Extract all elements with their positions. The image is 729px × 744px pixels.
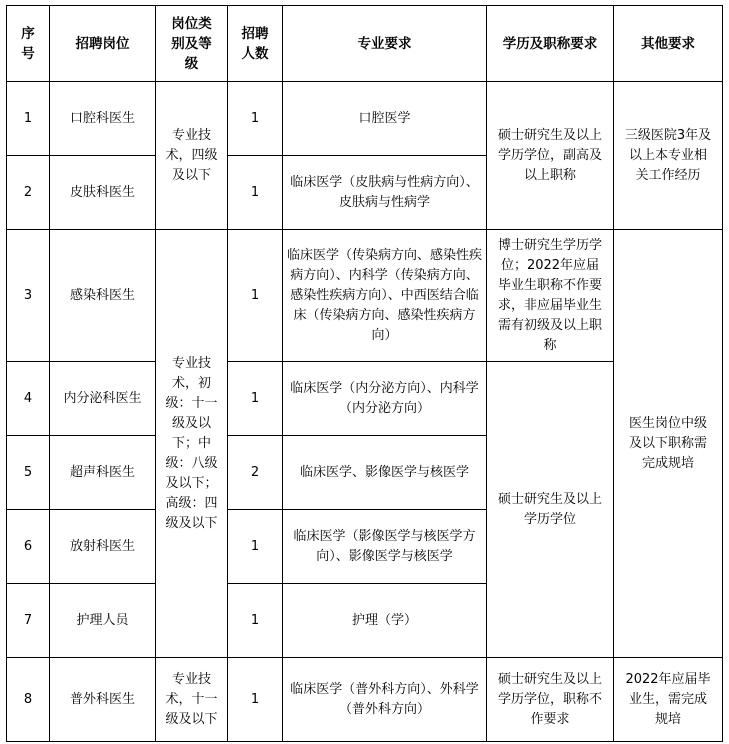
row-education: 硕士研究生及以上学历学位，职称不作要求 [487,658,614,742]
row-no: 8 [7,658,50,742]
row-count: 1 [228,510,283,584]
row-count: 1 [228,584,283,658]
header-count: 招聘人数 [228,6,283,82]
row-major: 临床医学（皮肤病与性病方向）、皮肤病与性病学 [283,156,487,230]
row-count: 1 [228,156,283,230]
header-position: 招聘岗位 [50,6,156,82]
row-position: 超声科医生 [50,436,156,510]
header-no: 序号 [7,6,50,82]
row-major: 临床医学（内分泌方向）、内科学（内分泌方向） [283,362,487,436]
row-position: 皮肤科医生 [50,156,156,230]
row-education: 博士研究生学历学位；2022年应届毕业生职称不作要求，非应届毕业生需有初级及以上职称 [487,230,614,362]
row-count: 1 [228,230,283,362]
row-other: 三级医院3年及以上本专业相关工作经历 [614,82,723,230]
table-row [7,82,723,156]
row-no: 5 [7,436,50,510]
row-count: 1 [228,658,283,742]
row-category: 专业技术，十一级及以下 [156,658,228,742]
row-position: 内分泌科医生 [50,362,156,436]
table-row [7,230,723,362]
table-header-row [7,6,723,82]
row-education: 硕士研究生及以上学历学位，副高及以上职称 [487,82,614,230]
row-major: 护理（学） [283,584,487,658]
row-no: 4 [7,362,50,436]
row-major: 临床医学（普外科方向）、外科学（普外科方向） [283,658,487,742]
row-major: 临床医学、影像医学与核医学 [283,436,487,510]
row-category: 专业技术，初级：十一级及以下；中级：八级及以下；高级：四级及以下 [156,230,228,658]
recruitment-table [6,5,723,742]
row-position: 口腔科医生 [50,82,156,156]
row-position: 放射科医生 [50,510,156,584]
header-education: 学历及职称要求 [487,6,614,82]
row-other: 医生岗位中级及以下职称需完成规培 [614,230,723,658]
row-major: 口腔医学 [283,82,487,156]
row-position: 普外科医生 [50,658,156,742]
header-category: 岗位类别及等级 [156,6,228,82]
row-no: 2 [7,156,50,230]
row-category: 专业技术，四级及以下 [156,82,228,230]
header-major: 专业要求 [283,6,487,82]
row-major: 临床医学（影像医学与核医学方向）、影像医学与核医学 [283,510,487,584]
row-education: 硕士研究生及以上学历学位 [487,362,614,658]
row-major: 临床医学（传染病方向、感染性疾病方向）、内科学（传染病方向、感染性疾病方向）、中西医结合临床（传染病方向、感染性疾病方向） [283,230,487,362]
row-no: 3 [7,230,50,362]
row-no: 6 [7,510,50,584]
row-count: 2 [228,436,283,510]
row-position: 感染科医生 [50,230,156,362]
row-other: 2022年应届毕业生，需完成规培 [614,658,723,742]
row-no: 1 [7,82,50,156]
row-no: 7 [7,584,50,658]
row-position: 护理人员 [50,584,156,658]
row-count: 1 [228,362,283,436]
header-other: 其他要求 [614,6,723,82]
table-row [7,658,723,742]
row-count: 1 [228,82,283,156]
